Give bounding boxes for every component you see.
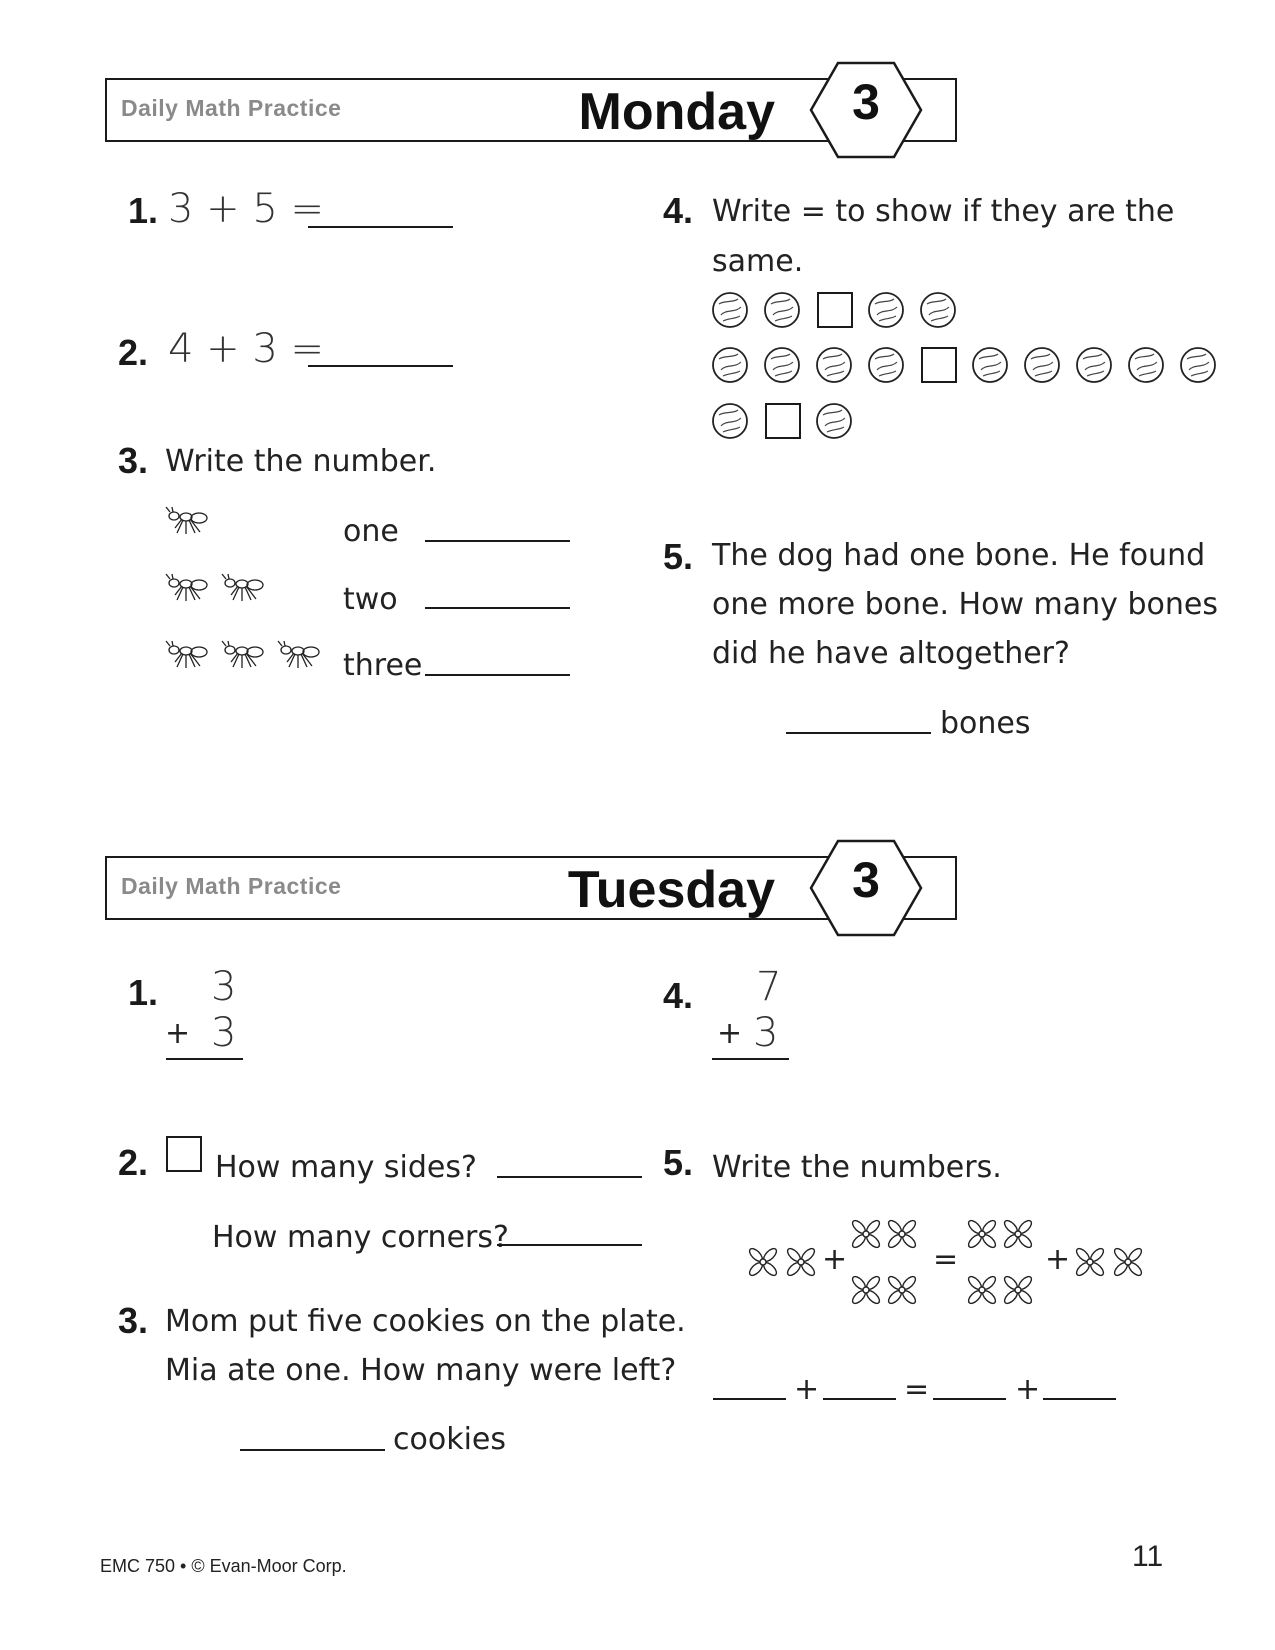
prompt: Write the number. <box>165 444 437 479</box>
answer-line[interactable] <box>1043 1398 1116 1400</box>
ant-icon <box>277 640 323 674</box>
day-title: Tuesday <box>567 861 775 919</box>
banner-label: Daily Math Practice <box>121 873 342 899</box>
question-number: 2. <box>118 332 149 373</box>
marble-icon <box>1127 346 1165 388</box>
addend-top: 7 <box>756 964 782 1010</box>
answer-line[interactable] <box>823 1398 896 1400</box>
answer-line[interactable] <box>786 732 931 734</box>
flower-icon <box>1000 1272 1036 1312</box>
flower-icon <box>964 1272 1000 1312</box>
marble-icon <box>867 346 905 388</box>
flower-icon <box>1110 1244 1146 1284</box>
answer-line[interactable] <box>240 1449 385 1451</box>
equation: 4 + 3 = <box>168 326 325 372</box>
marble-icon <box>1023 346 1061 388</box>
number-word: three <box>343 648 423 683</box>
answer-line[interactable] <box>933 1398 1006 1400</box>
flower-icon <box>848 1272 884 1312</box>
plus-sign: + <box>165 1016 191 1051</box>
equation: 3 + 5 = <box>168 186 325 232</box>
flower-icon <box>964 1216 1000 1256</box>
marble-icon <box>815 402 853 444</box>
plus-sign: + <box>717 1016 743 1051</box>
marble-icon <box>711 346 749 388</box>
marble-icon <box>711 402 749 444</box>
marble-icon <box>763 346 801 388</box>
number-word: one <box>343 514 399 549</box>
answer-line[interactable] <box>497 1176 642 1178</box>
plus-sign: + <box>822 1242 848 1277</box>
number-word: two <box>343 582 398 617</box>
question-number: 2. <box>118 1142 149 1183</box>
flower-icon <box>884 1272 920 1312</box>
plus-sign: + <box>1015 1372 1041 1407</box>
prompt-line: same. <box>712 244 804 279</box>
compare-box[interactable] <box>921 347 957 383</box>
marble-icon <box>1179 346 1217 388</box>
marble-icon <box>1075 346 1113 388</box>
ant-icon <box>165 640 211 674</box>
flower-icon <box>884 1216 920 1256</box>
answer-line[interactable] <box>308 365 453 367</box>
week-number: 3 <box>852 74 880 130</box>
sum-line[interactable] <box>166 1058 243 1060</box>
marble-icon <box>867 291 905 333</box>
word-problem-line: Mia ate one. How many were left? <box>165 1353 677 1388</box>
answer-line[interactable] <box>425 674 570 676</box>
addend-bottom: 3 <box>753 1010 779 1056</box>
question-number: 4. <box>663 190 694 231</box>
prompt: Write the numbers. <box>712 1150 1002 1185</box>
plus-sign: + <box>1045 1242 1071 1277</box>
equals-sign: = <box>904 1372 930 1407</box>
sides-prompt: How many sides? <box>215 1150 477 1185</box>
square-shape <box>166 1136 202 1172</box>
plus-sign: + <box>794 1372 820 1407</box>
week-hexagon <box>809 61 923 159</box>
week-hexagon <box>809 839 923 937</box>
answer-line[interactable] <box>713 1398 786 1400</box>
week-number: 3 <box>852 852 880 908</box>
word-problem-line: The dog had one bone. He found <box>712 538 1206 573</box>
ant-icon <box>165 506 211 540</box>
footer-credit: EMC 750 • © Evan-Moor Corp. <box>100 1556 347 1576</box>
prompt-line: Write = to show if they are the <box>712 194 1175 229</box>
marble-icon <box>919 291 957 333</box>
flower-icon <box>783 1244 819 1284</box>
marble-icon <box>711 291 749 333</box>
marble-icon <box>815 346 853 388</box>
word-problem-line: one more bone. How many bones <box>712 587 1218 622</box>
ant-icon <box>221 640 267 674</box>
corners-prompt: How many corners? <box>212 1220 509 1255</box>
question-number: 3. <box>118 1300 149 1341</box>
question-number: 5. <box>663 1142 694 1183</box>
sum-line[interactable] <box>712 1058 789 1060</box>
unit-label: cookies <box>393 1422 506 1457</box>
flower-icon <box>848 1216 884 1256</box>
answer-line[interactable] <box>425 540 570 542</box>
word-problem-line: did he have altogether? <box>712 636 1070 671</box>
answer-line[interactable] <box>425 607 570 609</box>
ant-icon <box>165 573 211 607</box>
day-title: Monday <box>578 83 775 141</box>
compare-box[interactable] <box>765 403 801 439</box>
unit-label: bones <box>940 706 1031 741</box>
question-number: 1. <box>128 972 159 1013</box>
question-number: 3. <box>118 440 149 481</box>
ant-icon <box>221 573 267 607</box>
question-number: 1. <box>128 190 159 231</box>
answer-line[interactable] <box>497 1244 642 1246</box>
question-number: 4. <box>663 975 694 1016</box>
addend-top: 3 <box>211 964 237 1010</box>
answer-line[interactable] <box>308 226 453 228</box>
word-problem-line: Mom put five cookies on the plate. <box>165 1304 686 1339</box>
page-number: 11 <box>1132 1540 1164 1573</box>
question-number: 5. <box>663 536 694 577</box>
flower-icon <box>1000 1216 1036 1256</box>
addend-bottom: 3 <box>211 1010 237 1056</box>
flower-icon <box>745 1244 781 1284</box>
compare-box[interactable] <box>817 292 853 328</box>
marble-icon <box>763 291 801 333</box>
equals-sign: = <box>933 1242 959 1277</box>
marble-icon <box>971 346 1009 388</box>
flower-icon <box>1072 1244 1108 1284</box>
banner-label: Daily Math Practice <box>121 95 342 121</box>
